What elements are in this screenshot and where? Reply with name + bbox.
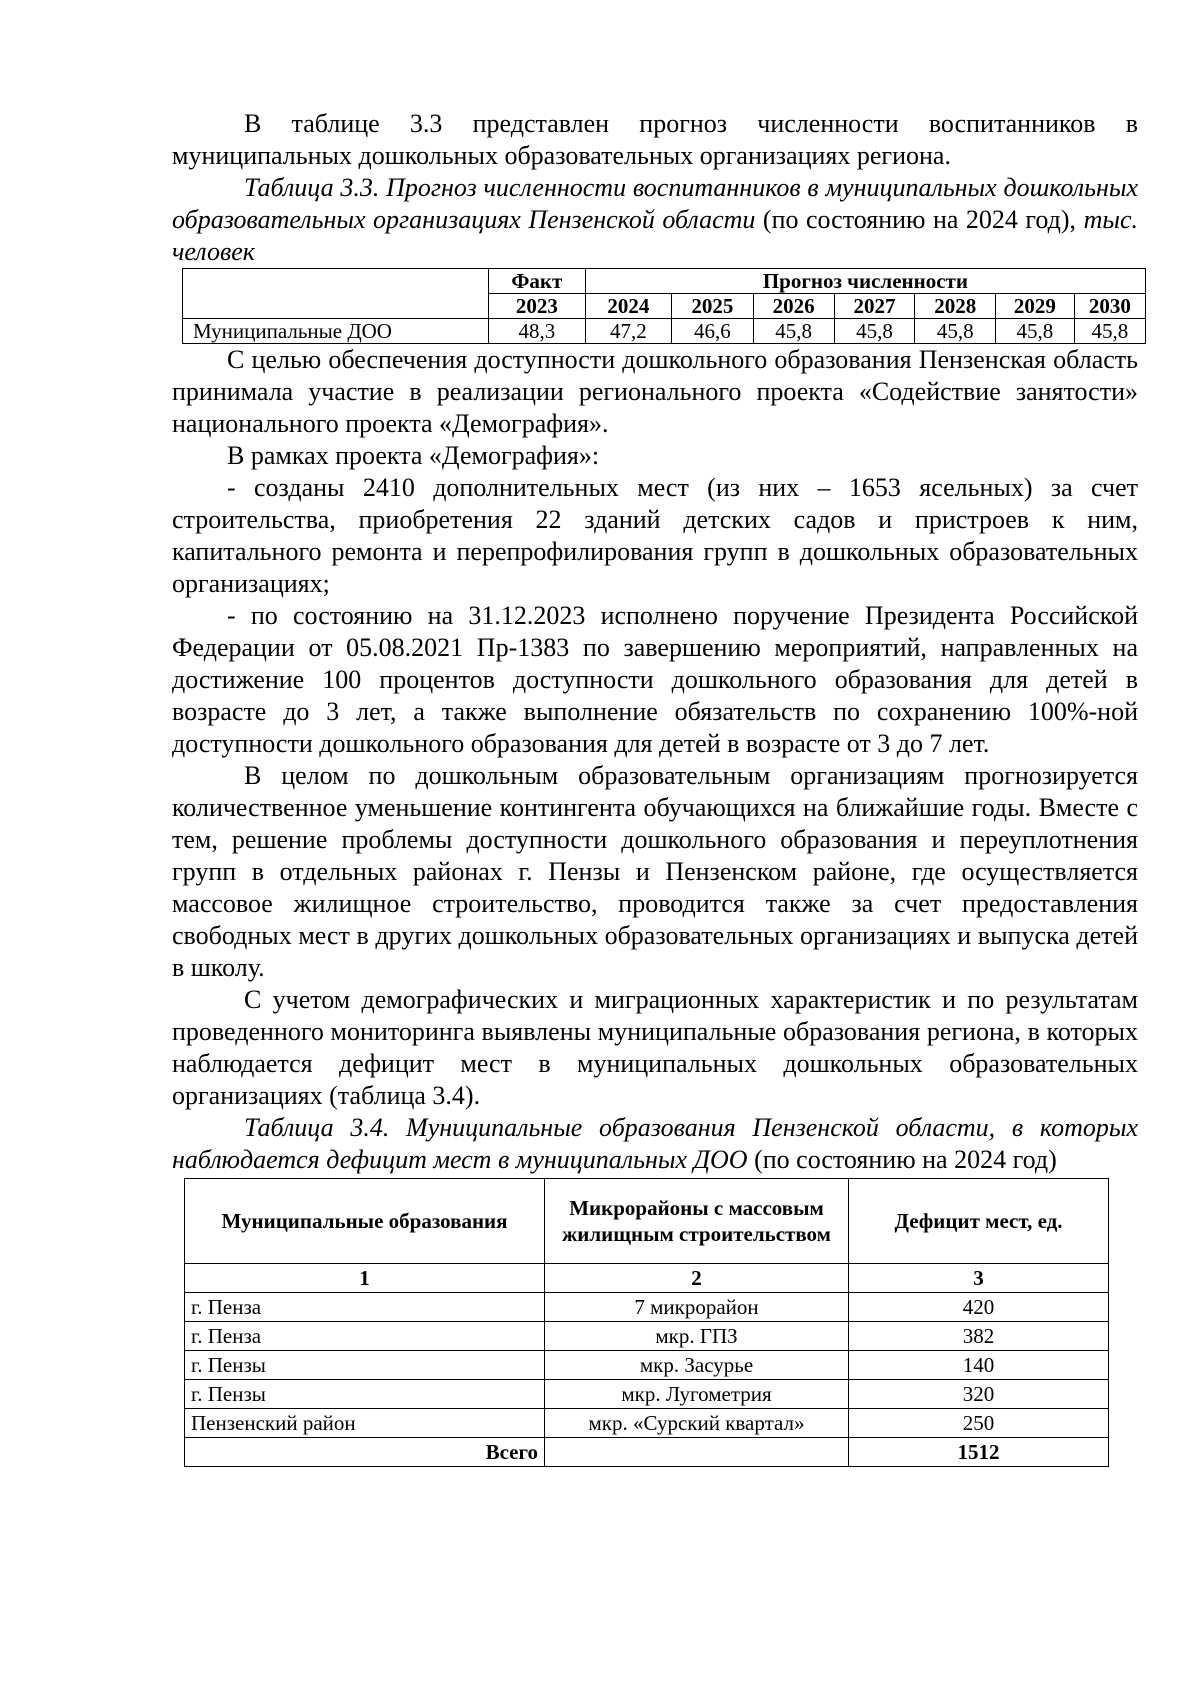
paragraph: С учетом демографических и миграционных характеристик и по результатам проведенного мониторинга выявлены муниципальные образования региона, в которых наблюдается дефицит мест в муниципальных дошкольных образовательных организациях (таблица 3.4). [172, 985, 1138, 1110]
paragraph: В рамках проекта «Демография»: [227, 441, 600, 470]
caption-italic: Таблица 3.4. Муниципальные образования Пензенской области, в которых наблюдается дефицит мест в муниципальных ДОО [172, 1113, 1138, 1174]
mo-cell: г. Пензы [185, 1380, 545, 1409]
table-3-3-caption [172, 172, 1138, 268]
table-row [183, 319, 1146, 344]
mo-cell: г. Пензы [185, 1351, 545, 1380]
value-cell: 45,8 [996, 319, 1075, 344]
district-cell: мкр. Засурье [545, 1351, 849, 1380]
deficit-cell: 250 [849, 1409, 1109, 1438]
deficit-cell: 382 [849, 1322, 1109, 1351]
year-header: 2026 [753, 294, 834, 319]
table-3-4 [184, 1178, 1109, 1467]
total-row [185, 1438, 1109, 1467]
mo-cell: г. Пенза [185, 1293, 545, 1322]
district-cell: мкр. «Сурский квартал» [545, 1409, 849, 1438]
district-cell: мкр. ГПЗ [545, 1322, 849, 1351]
table-row [185, 1293, 1109, 1322]
year-header: 2027 [834, 294, 915, 319]
table-3-4-caption [172, 1112, 1138, 1176]
value-cell: 45,8 [753, 319, 834, 344]
total-label: Всего [185, 1438, 545, 1467]
table-row [185, 1351, 1109, 1380]
year-header: 2028 [915, 294, 996, 319]
list-item: - по состоянию на 31.12.2023 исполнено поручение Президента Российской Федерации от 05.08.2021 Пр-1383 по завершению мероприятий, направленных на достижение 100 процентов доступности дошкольного образования для детей в возрасте до 3 лет, а также выполнение обязательств по сохранению 100%-ной доступности дошкольного образования для детей в возрасте от 3 до 7 лет. [172, 601, 1138, 758]
year-header: 2030 [1074, 294, 1145, 319]
header-forecast: Прогноз численности [585, 269, 1145, 294]
caption-normal: (по состоянию на 2024 год), [755, 205, 1084, 234]
table-row [185, 1380, 1109, 1409]
column-number: 1 [185, 1264, 545, 1293]
intro-paragraph: В таблице 3.3 представлен прогноз численности воспитанников в муниципальных дошкольных образовательных организациях региона. [172, 109, 1138, 170]
column-number: 2 [545, 1264, 849, 1293]
district-cell: 7 микрорайон [545, 1293, 849, 1322]
district-cell: мкр. Лугометрия [545, 1380, 849, 1409]
table-row [185, 1409, 1109, 1438]
value-cell: 45,8 [1074, 319, 1145, 344]
deficit-cell: 420 [849, 1293, 1109, 1322]
caption-unit: тыс. человек [172, 205, 1138, 266]
year-header: 2023 [488, 294, 585, 319]
header-fact: Факт [488, 269, 585, 294]
column-header: Микрорайоны с массовым жилищным строительством [545, 1179, 849, 1264]
empty-cell [545, 1438, 849, 1467]
deficit-cell: 140 [849, 1351, 1109, 1380]
column-header: Муниципальные образования [185, 1179, 545, 1264]
table-row [185, 1322, 1109, 1351]
column-number: 3 [849, 1264, 1109, 1293]
list-item: - созданы 2410 дополнительных мест (из них – 1653 ясельных) за счет строительства, приобретения 22 зданий детских садов и пристроев к ним, капитального ремонта и перепрофилирования групп в дошкольных образовательных организациях; [172, 473, 1138, 598]
value-cell: 45,8 [834, 319, 915, 344]
paragraph: С целью обеспечения доступности дошкольного образования Пензенская область принимала участие в реализации регионального проекта «Содействие занятости» национального проекта «Демография». [172, 345, 1138, 438]
table-3-3-corner [183, 269, 489, 319]
mo-cell: Пензенский район [185, 1409, 545, 1438]
year-header: 2025 [671, 294, 753, 319]
document-page [172, 108, 1138, 1467]
caption-italic: Таблица 3.3. Прогноз численности воспитанников в муниципальных дошкольных образовательных организациях Пензенской области [172, 173, 1138, 234]
total-value: 1512 [849, 1438, 1109, 1467]
value-cell: 45,8 [915, 319, 996, 344]
row-label: Муниципальные ДОО [183, 319, 489, 344]
year-header: 2024 [585, 294, 671, 319]
column-header: Дефицит мест, ед. [849, 1179, 1109, 1264]
mo-cell: г. Пенза [185, 1322, 545, 1351]
value-cell: 46,6 [671, 319, 753, 344]
paragraph: В целом по дошкольным образовательным организациям прогнозируется количественное уменьшение контингента обучающихся на ближайшие годы. Вместе с тем, решение проблемы доступности дошкольного образования и переуплотнения групп в отдельных районах г. Пензы и Пензенском районе, где осуществляется массовое жилищное строительство, проводится также за счет предоставления свободных мест в других дошкольных образовательных организациях и выпуска детей в школу. [172, 761, 1138, 982]
value-cell: 47,2 [585, 319, 671, 344]
deficit-cell: 320 [849, 1380, 1109, 1409]
caption-normal: (по состоянию на 2024 год) [747, 1145, 1057, 1174]
value-cell: 48,3 [488, 319, 585, 344]
year-header: 2029 [996, 294, 1075, 319]
table-3-3 [182, 268, 1146, 344]
